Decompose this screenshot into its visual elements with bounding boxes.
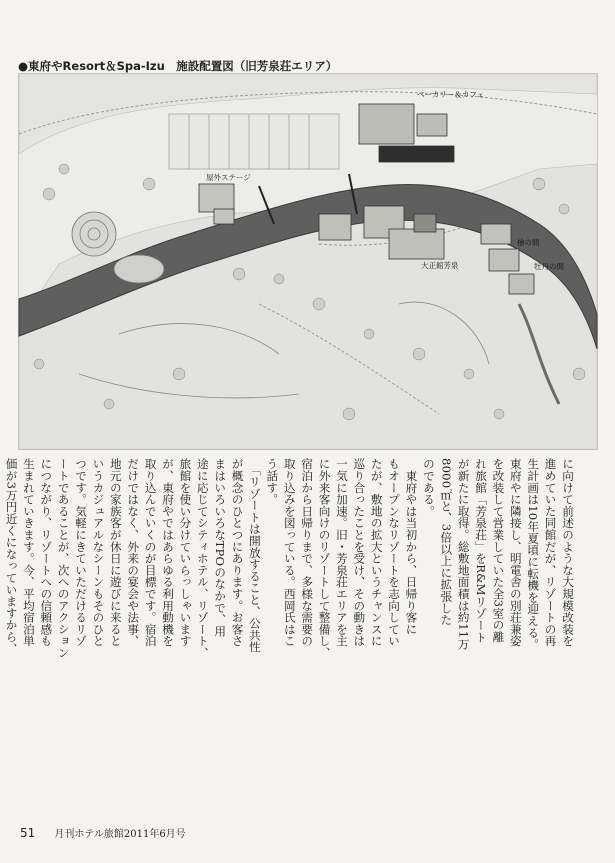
magazine-issue: 月刊ホテル旅館2011年6月号 [54,829,186,840]
text-column: 取り込んでいくのが目標です。宿泊 [143,458,158,647]
text-column: 生まれていきます。今、平均宿泊単 [21,458,36,647]
text-column: 東府やは当初から、日帰り客に [404,458,419,635]
text-column: のである。 [421,458,436,517]
text-column: 巡り合ったことを受け、その動きは [352,458,367,647]
text-column: 途に応じてシティホテル、リゾート、 [195,458,210,659]
map-label-taisho: 大正館芳泉 [421,261,459,270]
text-column: に外来客向けのリゾートして整備し、 [317,458,332,659]
text-column: 8000㎡と、3倍以上に拡張した [439,458,454,626]
text-column: 「リゾートは開放すること、公共性 [247,458,262,653]
bakery-cafe-building [359,104,454,162]
map-label-hinoki: 檜の間 [517,238,540,247]
text-column: たが、敷地の拡大というチャンスに [369,458,384,647]
text-column: に向けて前述のような大規模改装を [561,458,575,647]
text-column: まはいろいろなTPOのなかで、用 [213,458,228,638]
text-column: 一気に加速。旧・芳泉荘エリアを主 [334,458,349,647]
text-column: が概念のひとつにあります。お客さ [230,458,245,647]
text-column: つです。気軽にきていただけるリゾ [74,458,89,647]
parking-area [169,114,339,169]
text-column: が新たに取得。総敷地面積は約11万 [456,458,471,651]
map-label-bakery: ベーカリー＆カフェ [417,90,484,99]
text-column: う話す。 [265,458,280,506]
text-column: もオープンなリゾートを志向してい [387,458,402,647]
map-label-botan: 牡丹の間 [534,262,564,271]
text-column: 進めていた同館だが、リゾートの再 [543,458,558,647]
figure-caption: ●東府やResort＆Spa-Izu 施設配置図（旧芳泉荘エリア） [18,59,338,73]
text-column: 旅館を使い分けていらっしゃいます [178,458,193,647]
text-column: 価が3万円近くになっていますから、 [4,458,19,655]
site-plan-map [18,73,598,450]
text-column: 生計画は10年夏頃に転機を迎える。 [526,458,541,651]
text-column: れ旅館「芳泉荘」をR&Mリゾート [474,458,489,643]
page-footer [20,822,186,841]
text-column: を改装して営業していた全3室の離 [491,458,506,643]
article-body [4,458,576,810]
text-column: 地元の家族客が休日に遊びに来ると [108,458,123,647]
text-column: 東府やに隣接し、明電舎の別荘兼姿 [508,458,523,647]
text-column: 取り込みを図っている。西岡氏はこ [282,458,297,647]
text-column: いうカジュアルなシーンもそのひと [91,458,106,647]
page-number: 51 [20,826,36,840]
text-column: につながり、リゾートへの信頼感も [39,458,54,647]
text-column: だけではなく、外来の宴会や法事、 [126,458,141,647]
text-column: 宿泊から日帰りまで、多様な需要の [300,458,315,647]
map-label-stage: 屋外ステージ [206,173,251,182]
text-column: ートであることが、次へのアクション [56,458,71,659]
site-plan-drawing [19,74,597,449]
text-column: が、東府やではあらゆる利用動機を [161,458,176,647]
